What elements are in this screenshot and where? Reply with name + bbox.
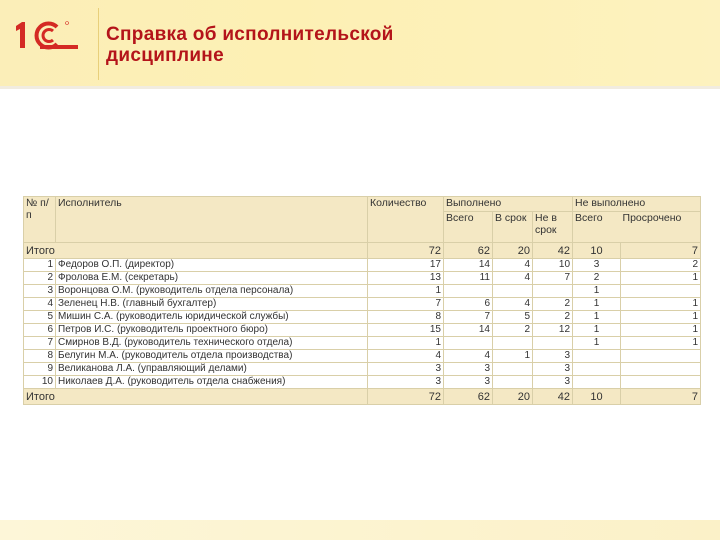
page-title	[106, 24, 394, 66]
col-late-header: Не в срок	[533, 212, 573, 243]
total-not-done-total: 10	[573, 389, 621, 405]
cell-overdue	[621, 350, 701, 363]
header-divider	[98, 8, 99, 80]
cell-overdue	[621, 363, 701, 376]
cell-done-on-time	[493, 376, 533, 389]
cell-executor: Мишин С.А. (руководитель юридической службы)	[56, 311, 368, 324]
cell-done-total: 3	[444, 376, 493, 389]
cell-done-total: 7	[444, 311, 493, 324]
cell-done-late	[533, 285, 573, 298]
discipline-report-table	[23, 196, 701, 405]
cell-not-done-total	[573, 363, 621, 376]
cell-done-on-time: 4	[493, 298, 533, 311]
cell-num: 7	[24, 337, 56, 350]
total-row	[24, 243, 701, 259]
cell-done-late: 2	[533, 311, 573, 324]
cell-done-on-time	[493, 337, 533, 350]
cell-done-on-time: 4	[493, 272, 533, 285]
cell-executor: Воронцова О.М. (руководитель отдела персонала)	[56, 285, 368, 298]
cell-done-total	[444, 285, 493, 298]
cell-overdue: 1	[621, 324, 701, 337]
cell-not-done-total: 1	[573, 324, 621, 337]
title-line-1: Справка об исполнительской	[106, 24, 394, 45]
total-done-on-time: 20	[493, 389, 533, 405]
header-row-1	[24, 197, 701, 212]
cell-overdue	[621, 376, 701, 389]
page-header	[0, 0, 720, 89]
total-done-total: 62	[444, 243, 493, 259]
col-executor-header: Исполнитель	[56, 197, 368, 243]
cell-quantity: 8	[368, 311, 444, 324]
col-done-header: Выполнено	[444, 197, 573, 212]
cell-overdue	[621, 285, 701, 298]
col-not-done-header: Не выполнено	[573, 197, 701, 212]
cell-not-done-total: 1	[573, 311, 621, 324]
cell-not-done-total: 1	[573, 285, 621, 298]
total-done-on-time: 20	[493, 243, 533, 259]
col-quantity-header: Количество	[368, 197, 444, 243]
table-row	[24, 298, 701, 311]
total-done-total: 62	[444, 389, 493, 405]
table-row	[24, 337, 701, 350]
col-num-header: № п/п	[24, 197, 56, 243]
cell-executor: Петров И.С. (руководитель проектного бюро)	[56, 324, 368, 337]
table-row	[24, 285, 701, 298]
cell-done-late: 2	[533, 298, 573, 311]
cell-not-done-total: 3	[573, 259, 621, 272]
cell-quantity: 3	[368, 363, 444, 376]
cell-not-done-total	[573, 350, 621, 363]
cell-overdue: 1	[621, 272, 701, 285]
table-row	[24, 272, 701, 285]
cell-done-on-time: 1	[493, 350, 533, 363]
cell-done-late: 7	[533, 272, 573, 285]
cell-done-total: 14	[444, 324, 493, 337]
table-row	[24, 376, 701, 389]
cell-done-late: 3	[533, 376, 573, 389]
cell-done-total	[444, 337, 493, 350]
cell-done-total: 6	[444, 298, 493, 311]
cell-done-on-time: 5	[493, 311, 533, 324]
total-done-late: 42	[533, 389, 573, 405]
table-row	[24, 324, 701, 337]
total-quantity: 72	[368, 243, 444, 259]
cell-quantity: 17	[368, 259, 444, 272]
cell-not-done-total: 1	[573, 298, 621, 311]
cell-quantity: 7	[368, 298, 444, 311]
cell-num: 3	[24, 285, 56, 298]
cell-num: 1	[24, 259, 56, 272]
cell-overdue: 1	[621, 298, 701, 311]
cell-done-total: 11	[444, 272, 493, 285]
table-row	[24, 363, 701, 376]
cell-quantity: 13	[368, 272, 444, 285]
total-overdue: 7	[621, 389, 701, 405]
cell-num: 10	[24, 376, 56, 389]
col-not-done-total-header: Всего	[573, 212, 621, 243]
cell-quantity: 4	[368, 350, 444, 363]
cell-quantity: 15	[368, 324, 444, 337]
cell-num: 8	[24, 350, 56, 363]
cell-done-total: 4	[444, 350, 493, 363]
cell-executor: Федоров О.П. (директор)	[56, 259, 368, 272]
cell-num: 9	[24, 363, 56, 376]
total-overdue: 7	[621, 243, 701, 259]
cell-overdue: 1	[621, 337, 701, 350]
cell-done-on-time: 4	[493, 259, 533, 272]
cell-quantity: 3	[368, 376, 444, 389]
table-row	[24, 311, 701, 324]
total-label: Итого	[24, 389, 368, 405]
cell-executor: Белугин М.А. (руководитель отдела производства)	[56, 350, 368, 363]
cell-done-on-time	[493, 285, 533, 298]
cell-executor: Николаев Д.А. (руководитель отдела снабжения)	[56, 376, 368, 389]
cell-num: 5	[24, 311, 56, 324]
cell-num: 2	[24, 272, 56, 285]
cell-done-total: 14	[444, 259, 493, 272]
cell-overdue: 2	[621, 259, 701, 272]
cell-done-late: 3	[533, 350, 573, 363]
cell-done-late	[533, 337, 573, 350]
table-row	[24, 259, 701, 272]
cell-executor: Великанова Л.А. (управляющий делами)	[56, 363, 368, 376]
total-label: Итого	[24, 243, 368, 259]
col-done-total-header: Всего	[444, 212, 493, 243]
cell-executor: Зеленец Н.В. (главный бухгалтер)	[56, 298, 368, 311]
table-row	[24, 350, 701, 363]
cell-done-on-time	[493, 363, 533, 376]
cell-executor: Смирнов В.Д. (руководитель технического отдела)	[56, 337, 368, 350]
cell-executor: Фролова Е.М. (секретарь)	[56, 272, 368, 285]
cell-quantity: 1	[368, 337, 444, 350]
total-done-late: 42	[533, 243, 573, 259]
cell-num: 6	[24, 324, 56, 337]
cell-done-on-time: 2	[493, 324, 533, 337]
col-overdue-header: Просрочено	[621, 212, 701, 243]
cell-done-late: 3	[533, 363, 573, 376]
cell-done-total: 3	[444, 363, 493, 376]
cell-num: 4	[24, 298, 56, 311]
cell-not-done-total: 2	[573, 272, 621, 285]
title-line-2: дисциплине	[106, 45, 224, 66]
cell-quantity: 1	[368, 285, 444, 298]
page-footer	[0, 520, 720, 540]
cell-not-done-total	[573, 376, 621, 389]
total-quantity: 72	[368, 389, 444, 405]
total-not-done-total: 10	[573, 243, 621, 259]
cell-overdue: 1	[621, 311, 701, 324]
1c-logo	[12, 18, 82, 52]
cell-done-late: 12	[533, 324, 573, 337]
cell-not-done-total: 1	[573, 337, 621, 350]
cell-done-late: 10	[533, 259, 573, 272]
col-on-time-header: В срок	[493, 212, 533, 243]
total-row	[24, 389, 701, 405]
